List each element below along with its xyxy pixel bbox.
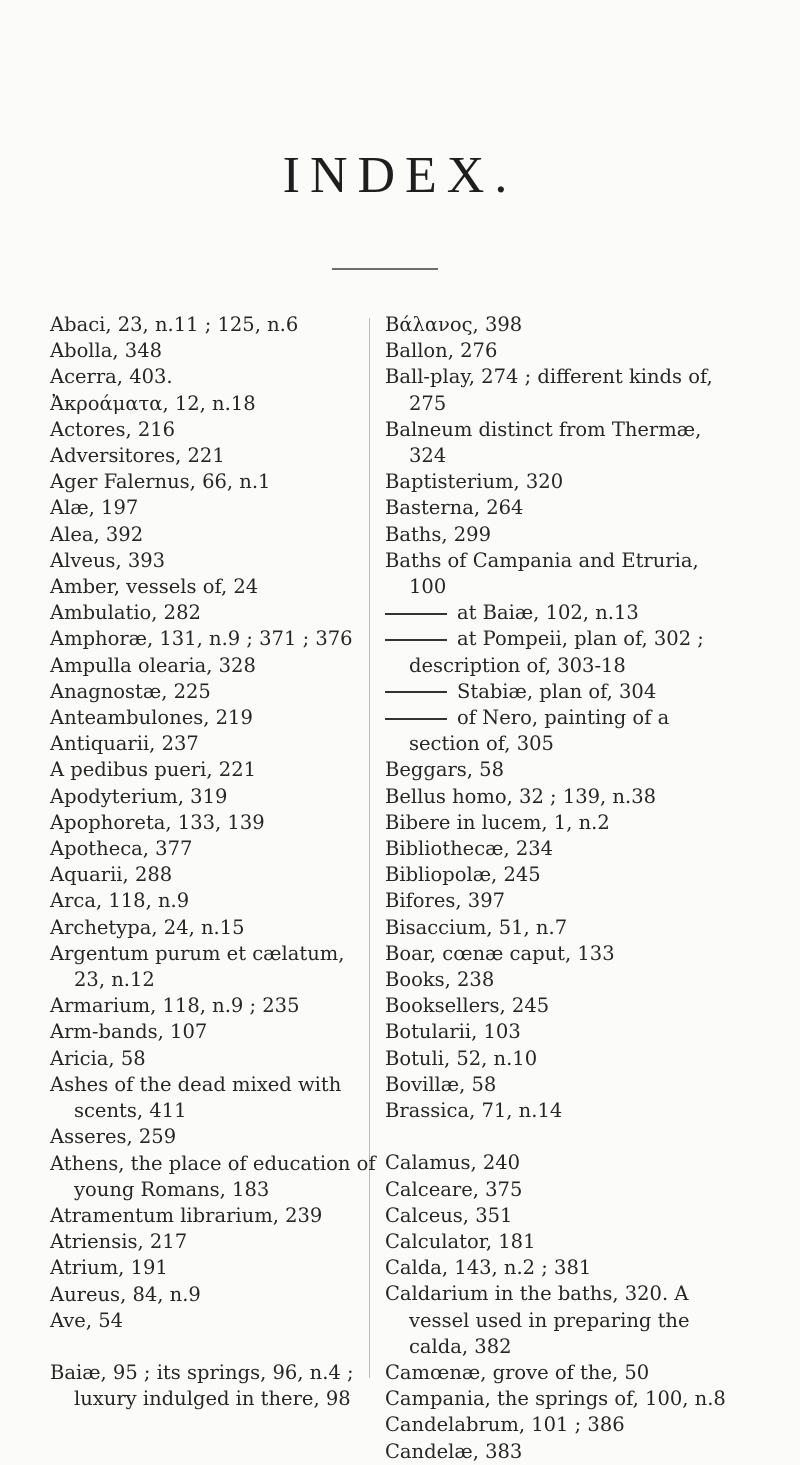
index-entry-text: Beggars, 58 [385, 758, 504, 782]
index-entry-text: Campania, the springs of, 100, n.8 [385, 1387, 726, 1411]
index-entry [385, 1150, 730, 1176]
index-entry-text: at Baiæ, 102, n.13 [457, 601, 639, 625]
index-entry-text: of Nero, painting of a section of, 305 [409, 706, 670, 756]
index-entry [50, 731, 380, 757]
index-entry-text: Bifores, 397 [385, 889, 506, 913]
index-entry-text: Anagnostæ, 225 [50, 679, 211, 703]
index-entry [50, 705, 380, 731]
index-entry [385, 626, 730, 678]
index-entry [50, 522, 380, 548]
index-entry-text: Aureus, 84, n.9 [50, 1282, 201, 1306]
index-entry [385, 600, 730, 626]
index-entry-text: Alveus, 393 [50, 548, 166, 572]
index-entry [385, 1439, 730, 1465]
ditto-dash [385, 718, 447, 720]
index-entry [385, 338, 730, 364]
index-entry-text: Asseres, 259 [50, 1125, 177, 1149]
index-entry-text: Bovillæ, 58 [385, 1072, 497, 1096]
index-entry [50, 836, 380, 862]
index-entry [50, 888, 380, 914]
index-entry-text: Ballon, 276 [385, 339, 498, 363]
index-entry [50, 364, 380, 390]
section-gap [50, 1334, 380, 1360]
index-entry-text: Alea, 392 [50, 522, 144, 546]
section-gap [385, 1124, 730, 1150]
index-entry [385, 1360, 730, 1386]
index-entry [50, 1203, 380, 1229]
index-entry [385, 1255, 730, 1281]
index-entry-text: Calceus, 351 [385, 1203, 513, 1227]
index-entry-text: Antiquarii, 237 [50, 732, 199, 756]
index-entry [50, 469, 380, 495]
index-entry-text: Ashes of the dead mixed with scents, 411 [50, 1072, 342, 1123]
index-entry [50, 862, 380, 888]
index-entry-text: Βάλανος, 398 [385, 313, 523, 336]
index-entry [385, 1019, 730, 1045]
index-entry-text: Ager Falernus, 66, n.1 [50, 470, 271, 494]
index-entry [50, 1229, 380, 1255]
index-entry [50, 653, 380, 679]
index-entry-text: Bellus homo, 32 ; 139, n.38 [385, 784, 657, 808]
index-entry-text: Actores, 216 [50, 417, 176, 441]
index-entry [385, 364, 730, 416]
index-entry [50, 626, 380, 652]
index-entry-text: Candelabrum, 101 ; 386 [385, 1413, 625, 1437]
page-title: INDEX. [282, 147, 518, 204]
index-entry-text: Books, 238 [385, 968, 495, 992]
index-entry [385, 1098, 730, 1124]
index-column-left [50, 312, 380, 1412]
index-entry [385, 1203, 730, 1229]
index-entry [50, 810, 380, 836]
index-entry [50, 1255, 380, 1281]
index-entry-text: Arca, 118, n.9 [50, 889, 190, 913]
index-entry-text: Ave, 54 [50, 1308, 124, 1332]
index-entry-text: Abolla, 348 [50, 339, 163, 363]
index-entry [50, 391, 380, 417]
index-entry [50, 1072, 380, 1124]
index-entry [385, 915, 730, 941]
index-entry [385, 705, 730, 757]
index-entry [50, 495, 380, 521]
index-entry-text: Ambulatio, 282 [50, 601, 201, 625]
index-entry-text: Abaci, 23, n.11 ; 125, n.6 [50, 313, 299, 336]
index-entry-text: Caldarium in the baths, 320. A vessel used in preparing the calda, 382 [385, 1282, 690, 1358]
index-entry-text: Stabiæ, plan of, 304 [457, 679, 657, 703]
index-entry [385, 836, 730, 862]
index-entry [50, 574, 380, 600]
ditto-dash [385, 613, 447, 615]
index-entry [385, 941, 730, 967]
index-entry-text: Acerra, 403. [50, 365, 173, 389]
index-entry [385, 495, 730, 521]
index-entry-text: Basterna, 264 [385, 496, 524, 520]
index-entry-text: Apotheca, 377 [50, 837, 193, 861]
index-entry [50, 1308, 380, 1334]
index-entry [50, 417, 380, 443]
index-entry-text: Ampulla olearia, 328 [50, 653, 256, 677]
index-entry [50, 941, 380, 993]
index-entry-text: Atramentum librarium, 239 [50, 1203, 323, 1227]
index-entry-text: Bibere in lucem, 1, n.2 [385, 810, 610, 834]
index-entry [385, 469, 730, 495]
index-entry-text: Adversitores, 221 [50, 444, 225, 468]
index-entry-text: Candelæ, 383 [385, 1439, 523, 1463]
index-entry [385, 1281, 730, 1360]
index-entry-text: Aricia, 58 [50, 1046, 146, 1070]
index-entry-text: Balneum distinct from Thermæ, 324 [385, 417, 702, 468]
index-entry [385, 1386, 730, 1412]
index-entry-text: Baiæ, 95 ; its springs, 96, n.4 ; luxury indulged in there, 98 [50, 1360, 354, 1411]
index-entry-text: Boar, cœnæ caput, 133 [385, 941, 615, 965]
index-entry [385, 679, 730, 705]
index-entry-text: Archetypa, 24, n.15 [50, 915, 245, 939]
index-entry-text: Armarium, 118, n.9 ; 235 [50, 994, 300, 1018]
index-entry-text: Calculator, 181 [385, 1229, 536, 1253]
index-entry-text: Argentum purum et cælatum, 23, n.12 [50, 941, 345, 992]
index-entry-text: Alæ, 197 [50, 496, 139, 520]
index-entry [50, 338, 380, 364]
index-column-right [385, 312, 730, 1465]
index-entry [50, 679, 380, 705]
index-entry [385, 810, 730, 836]
index-entry [50, 915, 380, 941]
index-entry [385, 888, 730, 914]
index-entry-text: A pedibus pueri, 221 [50, 758, 257, 782]
index-entry-text: Amber, vessels of, 24 [50, 575, 259, 599]
index-entry-text: Botuli, 52, n.10 [385, 1046, 538, 1070]
index-entry-text: Atriensis, 217 [50, 1230, 188, 1254]
index-entry [385, 522, 730, 548]
index-entry-text: Arm-bands, 107 [50, 1020, 208, 1044]
index-entry [385, 993, 730, 1019]
index-entry-text: Baptisterium, 320 [385, 470, 564, 494]
index-entry [50, 784, 380, 810]
index-entry [385, 1229, 730, 1255]
index-entry [50, 312, 380, 338]
index-entry-text: Botularii, 103 [385, 1020, 521, 1044]
index-entry [385, 1046, 730, 1072]
index-entry [50, 757, 380, 783]
index-entry-text: Ἀκροάματα, 12, n.18 [50, 391, 256, 415]
index-entry-text: Apophoreta, 133, 139 [50, 810, 265, 834]
index-entry-text: Calda, 143, n.2 ; 381 [385, 1256, 592, 1280]
index-entry-text: Calceare, 375 [385, 1177, 523, 1201]
index-entry [50, 1124, 380, 1150]
index-entry-text: Aquarii, 288 [50, 863, 173, 887]
index-entry-text: Athens, the place of education of young Romans, 183 [50, 1151, 376, 1201]
index-entry-text: Baths, 299 [385, 522, 491, 546]
index-entry [50, 548, 380, 574]
index-entry-text: Camœnæ, grove of the, 50 [385, 1360, 650, 1384]
index-entry-text: Calamus, 240 [385, 1151, 521, 1175]
index-entry-text: Apodyterium, 319 [50, 784, 228, 808]
index-entry [385, 417, 730, 469]
index-entry [50, 443, 380, 469]
index-entry [385, 862, 730, 888]
index-entry [385, 548, 730, 600]
index-entry-text: Atrium, 191 [50, 1256, 168, 1280]
index-entry [385, 967, 730, 993]
index-entry [50, 1151, 380, 1203]
index-entry-text: Bibliothecæ, 234 [385, 837, 554, 861]
index-entry [385, 757, 730, 783]
index-entry [385, 1072, 730, 1098]
index-entry [50, 600, 380, 626]
index-entry [385, 1412, 730, 1438]
index-entry-text: Bisaccium, 51, n.7 [385, 915, 568, 939]
title-rule [332, 268, 438, 270]
index-entry [50, 1019, 380, 1045]
index-entry [385, 784, 730, 810]
index-entry-text: Bibliopolæ, 245 [385, 863, 541, 887]
ditto-dash [385, 691, 447, 693]
index-entry-text: Ball-play, 274 ; different kinds of, 275 [385, 365, 713, 415]
index-entry-text: Baths of Campania and Etruria, 100 [385, 548, 699, 599]
index-entry-text: Booksellers, 245 [385, 994, 550, 1018]
index-entry [50, 1360, 380, 1412]
index-entry [50, 993, 380, 1019]
ditto-dash [385, 639, 447, 641]
index-entry [50, 1282, 380, 1308]
index-entry-text: Anteambulones, 219 [50, 706, 253, 730]
index-entry [385, 312, 730, 338]
index-entry [50, 1046, 380, 1072]
index-entry [385, 1177, 730, 1203]
index-entry-text: at Pompeii, plan of, 302 ; description of, 303-18 [409, 627, 704, 677]
index-entry-text: Brassica, 71, n.14 [385, 1099, 563, 1123]
index-entry-text: Amphoræ, 131, n.9 ; 371 ; 376 [50, 627, 353, 651]
